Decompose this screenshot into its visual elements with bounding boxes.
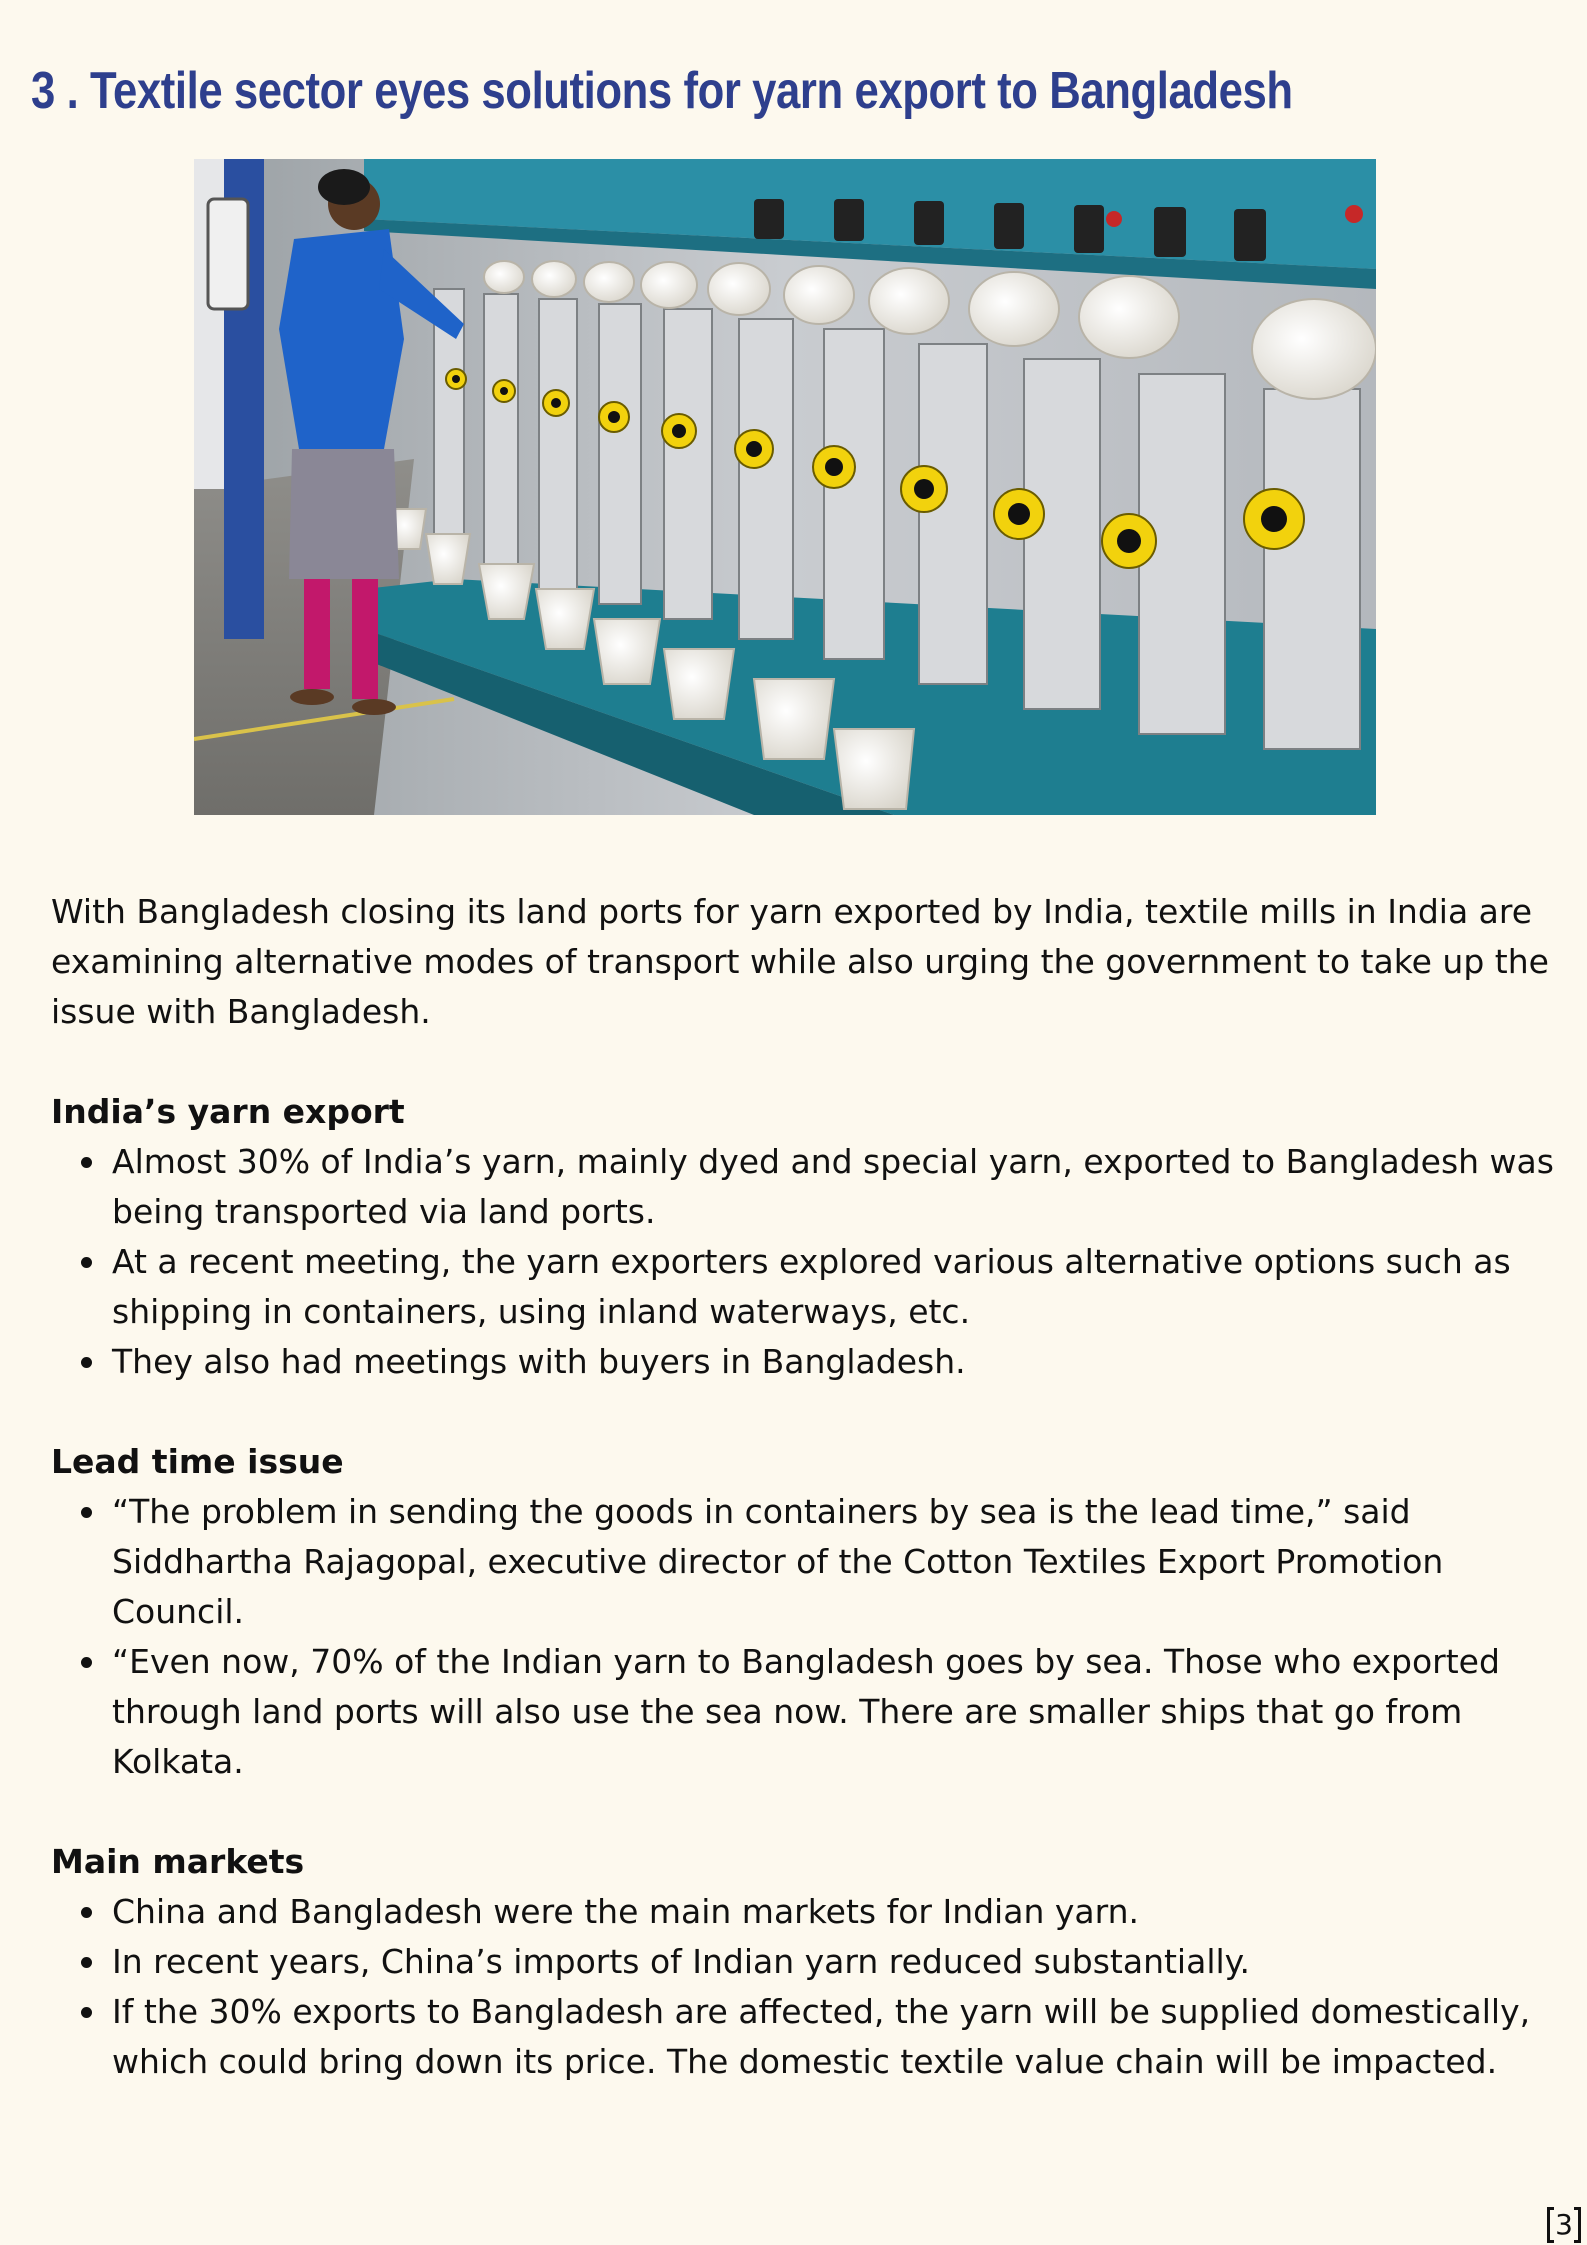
- section-heading: Lead time issue: [51, 1442, 344, 1481]
- bracket-left-icon: [1547, 2207, 1554, 2243]
- bullet-list: [51, 1487, 1561, 1787]
- list-item: They also had meetings with buyers in Bangladesh.: [51, 1337, 1561, 1387]
- textile-mill-photo: [194, 159, 1376, 815]
- list-item: “Even now, 70% of the Indian yarn to Bangladesh goes by sea. Those who exported through land ports will also use the sea now. There are smaller ships that go from Kolkata.: [51, 1637, 1561, 1787]
- list-item: Almost 30% of India’s yarn, mainly dyed and special yarn, exported to Bangladesh was being transported via land ports.: [51, 1137, 1561, 1237]
- list-item: “The problem in sending the goods in containers by sea is the lead time,” said Siddhartha Rajagopal, executive director of the Cotton Textiles Export Promotion Council.: [51, 1487, 1561, 1637]
- bullet-list: [51, 1137, 1561, 1387]
- section-heading: Main markets: [51, 1842, 305, 1881]
- list-item: In recent years, China’s imports of Indian yarn reduced substantially.: [51, 1937, 1561, 1987]
- section-main-markets: [51, 1837, 1561, 2087]
- list-item: If the 30% exports to Bangladesh are affected, the yarn will be supplied domestically, which could bring down its price. The domestic textile value chain will be impacted.: [51, 1987, 1561, 2087]
- list-item: China and Bangladesh were the main markets for Indian yarn.: [51, 1887, 1561, 1937]
- article-body: [51, 887, 1561, 2087]
- intro-paragraph: With Bangladesh closing its land ports for yarn exported by India, textile mills in India are examining alternative modes of transport while also urging the government to take up the issue with Bangladesh.: [51, 892, 1549, 1031]
- page-title: 3 . Textile sector eyes solutions for yarn export to Bangladesh: [31, 62, 1293, 120]
- bullet-list: [51, 1887, 1561, 2087]
- textile-mill-illustration: [194, 159, 1376, 815]
- section-yarn-export: [51, 1087, 1561, 1387]
- bracket-right-icon: [1574, 2207, 1581, 2243]
- list-item: At a recent meeting, the yarn exporters explored various alternative options such as shipping in containers, using inland waterways, etc.: [51, 1237, 1561, 1337]
- section-heading: India’s yarn export: [51, 1092, 405, 1131]
- section-lead-time: [51, 1437, 1561, 1787]
- page-number-label: 3: [1555, 2208, 1573, 2241]
- page-number: [1547, 2207, 1581, 2243]
